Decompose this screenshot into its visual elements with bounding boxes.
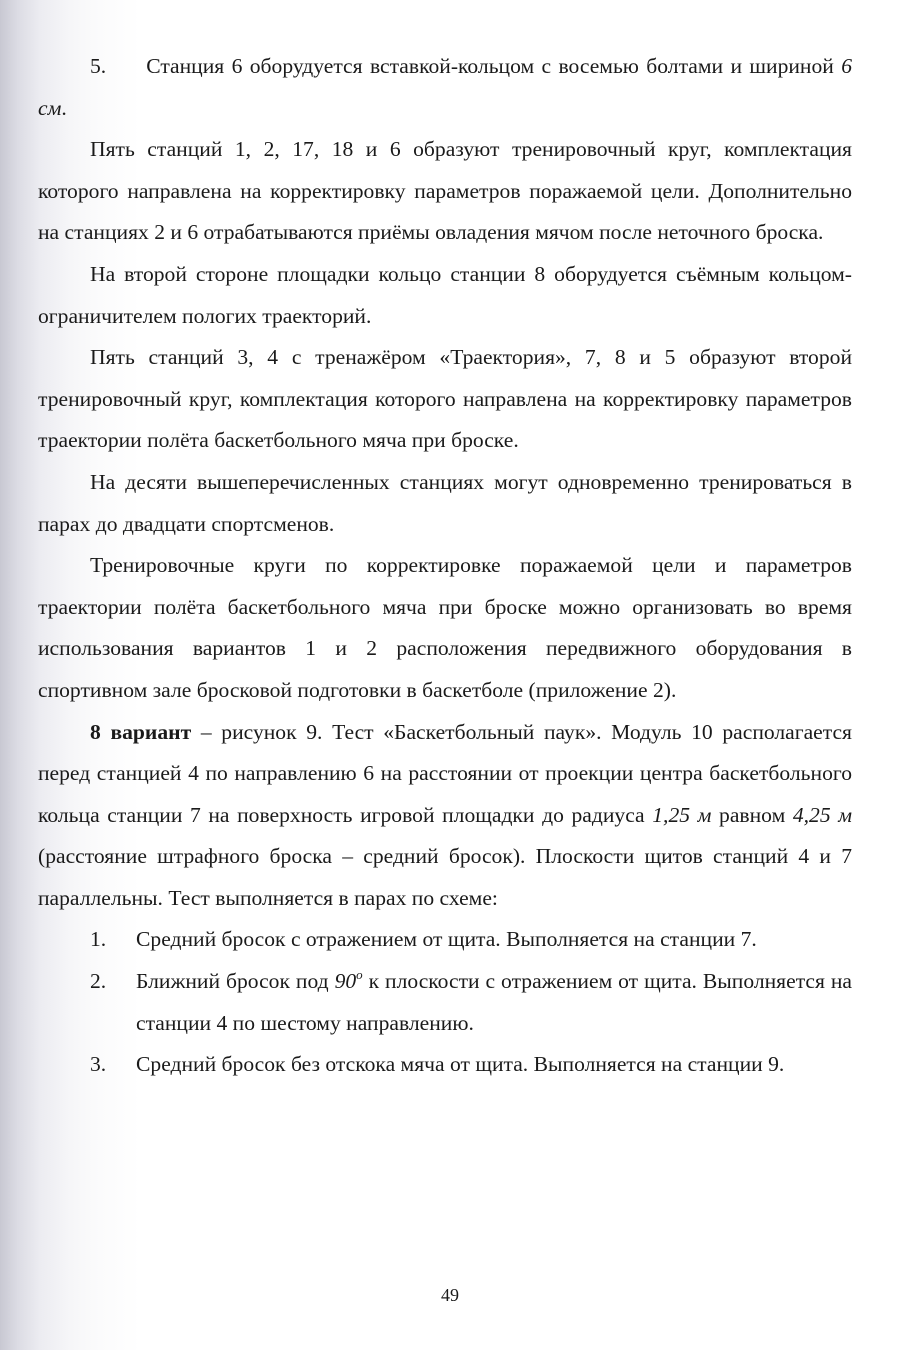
list-text-part: Ближний бросок под [136, 969, 335, 994]
list-number: 3. [90, 1052, 107, 1077]
paragraph-training-circles: Тренировочные круги по корректировке поражаемой цели и параметров траектории полёта баскетбольного мяча при броске можно организовать во время использования вариантов 1 и 2 расположения передвижного оборудования в спортивном зале бросковой подготовки в баскетболе (приложение 2). [38, 553, 852, 702]
list-number: 2. [90, 969, 107, 994]
angle-value: 90 [334, 969, 357, 994]
list-number: 1. [90, 927, 107, 952]
list-item [38, 1044, 852, 1086]
item-number: 5. [90, 54, 107, 78]
paragraph-second-side: На второй стороне площадки кольцо станции 8 оборудуется съёмным кольцом-ограничителем пологих траекторий. [38, 261, 852, 328]
list-text [136, 961, 852, 1044]
paragraph-second-circle: Пять станций 3, 4 с тренажёром «Траектория», 7, 8 и 5 образуют второй тренировочный круг, комплектация которого направлена на корректировку параметров траектории полёта баскетбольного мяча при броске. [38, 345, 852, 453]
period: . [61, 95, 67, 120]
variant-heading: 8 вариант [90, 719, 192, 744]
page-body [38, 46, 852, 1086]
list-item [38, 919, 852, 961]
degree-mark: o [356, 967, 363, 982]
paragraph-variant-8 [38, 712, 852, 920]
radius-value: 4,25 м [792, 802, 853, 827]
paragraph-first-circle: Пять станций 1, 2, 17, 18 и 6 образуют тренировочный круг, комплектация которого направлена на корректировку параметров поражаемой цели. Дополнительно на станциях 2 и 6 отрабатываются приёмы овладения мячом после неточного броска. [38, 137, 852, 245]
paragraph-ten-stations: На десяти вышеперечисленных станциях могут одновременно тренироваться в парах до двадцати спортсменов. [38, 469, 852, 536]
list-item [38, 961, 852, 1044]
paragraph-text: – рисунок 9. Тест «Баскетбольный паук». Модуль 10 располагается перед станцией 4 по направлению 6 на расстоянии от проекции центра баскетбольного кольца станции 7 на поверхность игровой площадки до радиуса [38, 719, 852, 827]
list-text: Средний бросок с отражением от щита. Выполняется на станции 7. [136, 927, 757, 952]
width-value: 6 см [38, 54, 852, 120]
paragraph-text: (расстояние штрафного броска – средний бросок). Плоскости щитов станций 4 и 7 параллельны. Тест выполняется в парах по схеме: [38, 844, 852, 910]
list-text: Средний бросок без отскока мяча от щита. Выполняется на станции 9. [136, 1052, 785, 1077]
paragraph-station-6 [38, 46, 852, 129]
paragraph-text: равном [711, 802, 793, 827]
page-number: 49 [441, 1285, 459, 1305]
paragraph-text: Станция 6 оборудуется вставкой-кольцом с восемью болтами и шириной [146, 54, 842, 78]
list-text-part: к плоскости с отражением от щита. Выполняется на станции 4 по шестому направлению. [136, 969, 853, 1035]
radius-value: 1,25 м [652, 802, 712, 827]
